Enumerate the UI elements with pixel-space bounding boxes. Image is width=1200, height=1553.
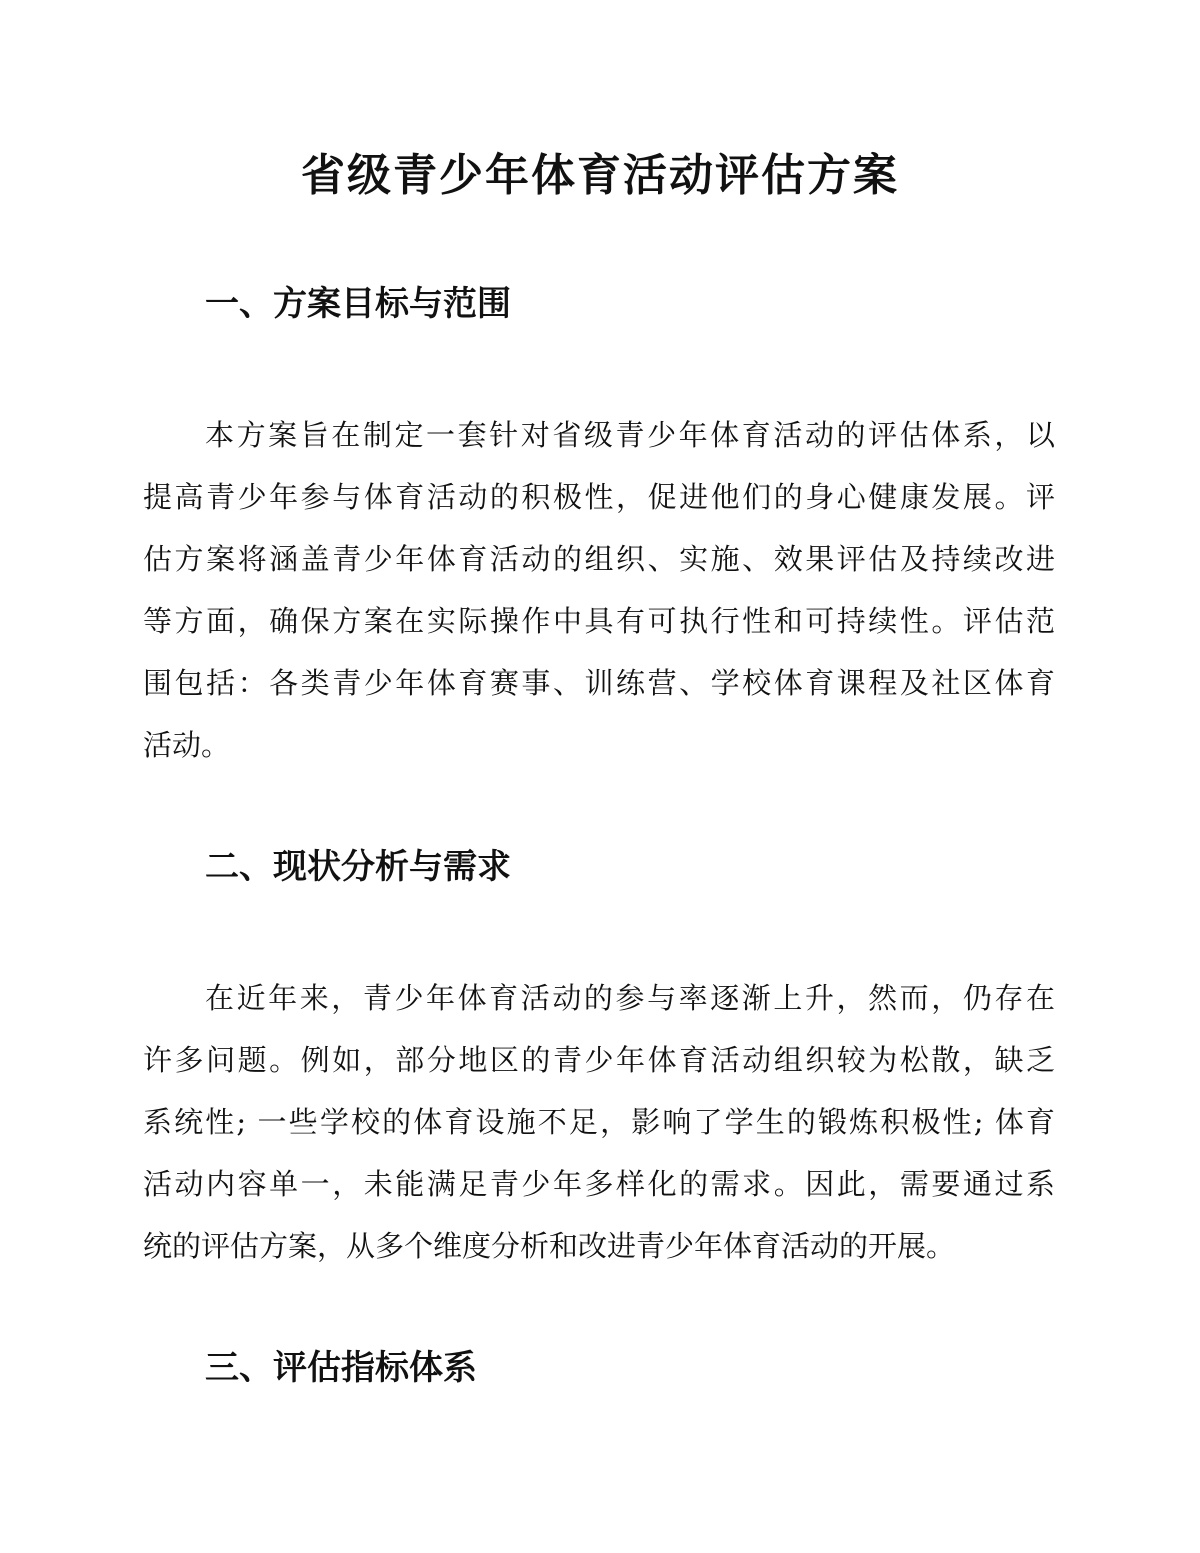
paragraph-line: 围包括：各类青少年体育赛事、训练营、学校体育课程及社区体育	[143, 666, 1055, 700]
section-2-paragraph	[143, 967, 1055, 1277]
paragraph-line: 等方面，确保方案在实际操作中具有可执行性和可持续性。评估范	[143, 604, 1055, 638]
section-1-paragraph	[143, 404, 1055, 776]
paragraph-line: 估方案将涵盖青少年体育活动的组织、实施、效果评估及持续改进	[143, 542, 1055, 576]
paragraph-line: 活动。	[143, 728, 231, 762]
document-title: 省级青少年体育活动评估方案	[301, 150, 899, 201]
section-heading-1: 一、方案目标与范围	[205, 284, 511, 324]
paragraph-line: 在近年来，青少年体育活动的参与率逐渐上升，然而，仍存在	[205, 981, 1055, 1015]
section-heading-3: 三、评估指标体系	[205, 1348, 477, 1388]
paragraph-line: 本方案旨在制定一套针对省级青少年体育活动的评估体系，以	[205, 418, 1055, 452]
paragraph-line: 活动内容单一，未能满足青少年多样化的需求。因此，需要通过系	[143, 1167, 1055, 1201]
paragraph-line: 许多问题。例如，部分地区的青少年体育活动组织较为松散，缺乏	[143, 1043, 1055, 1077]
section-heading-2: 二、现状分析与需求	[205, 847, 511, 887]
paragraph-line: 提高青少年参与体育活动的积极性，促进他们的身心健康发展。评	[143, 480, 1055, 514]
paragraph-line: 系统性; 一些学校的体育设施不足，影响了学生的锻炼积极性; 体育	[143, 1105, 1055, 1139]
paragraph-line: 统的评估方案，从多个维度分析和改进青少年体育活动的开展。	[143, 1229, 956, 1263]
